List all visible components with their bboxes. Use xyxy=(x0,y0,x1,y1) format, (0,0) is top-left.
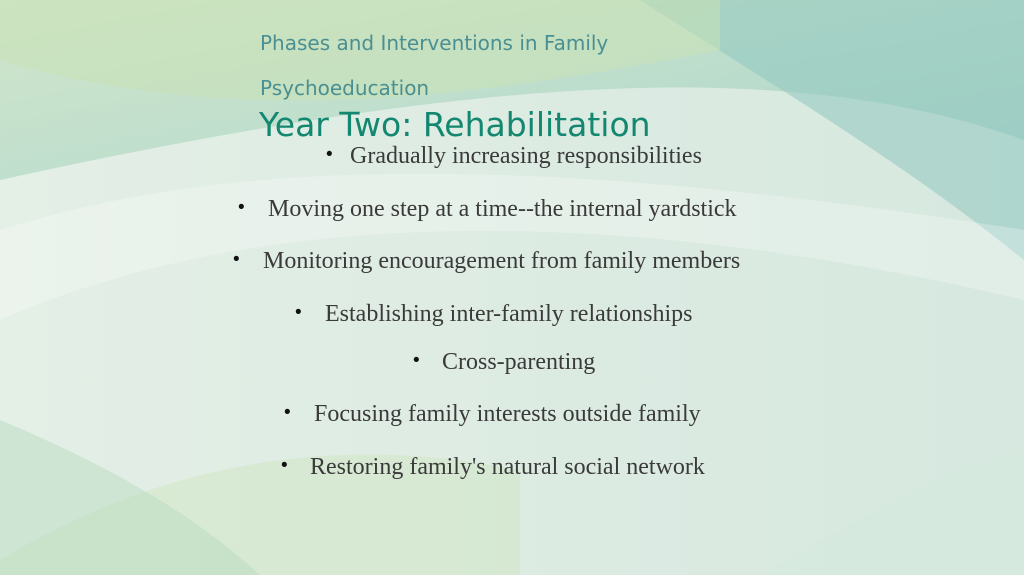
bullet-text: Cross-parenting xyxy=(442,349,596,375)
bullet-dot-icon: • xyxy=(284,402,291,423)
bullet-text: Moving one step at a time--the internal yardstick xyxy=(268,196,737,222)
slide-heading: Year Two: Rehabilitation xyxy=(259,105,651,144)
bullet-text: Focusing family interests outside family xyxy=(314,401,701,427)
bullet-dot-icon: • xyxy=(326,144,333,165)
bullet-text: Monitoring encouragement from family members xyxy=(263,248,741,274)
bullet-text: Restoring family's natural social network xyxy=(310,454,705,480)
slide-title-line-1: Phases and Interventions in Family xyxy=(260,31,609,55)
bullet-dot-icon: • xyxy=(233,249,240,270)
bullet-text: Establishing inter-family relationships xyxy=(325,301,693,327)
bullet-dot-icon: • xyxy=(413,350,420,371)
bullet-dot-icon: • xyxy=(281,455,288,476)
bullet-dot-icon: • xyxy=(295,302,302,323)
bullet-dot-icon: • xyxy=(238,197,245,218)
bullet-text: Gradually increasing responsibilities xyxy=(350,143,702,169)
slide-title-line-2: Psychoeducation xyxy=(260,76,430,100)
